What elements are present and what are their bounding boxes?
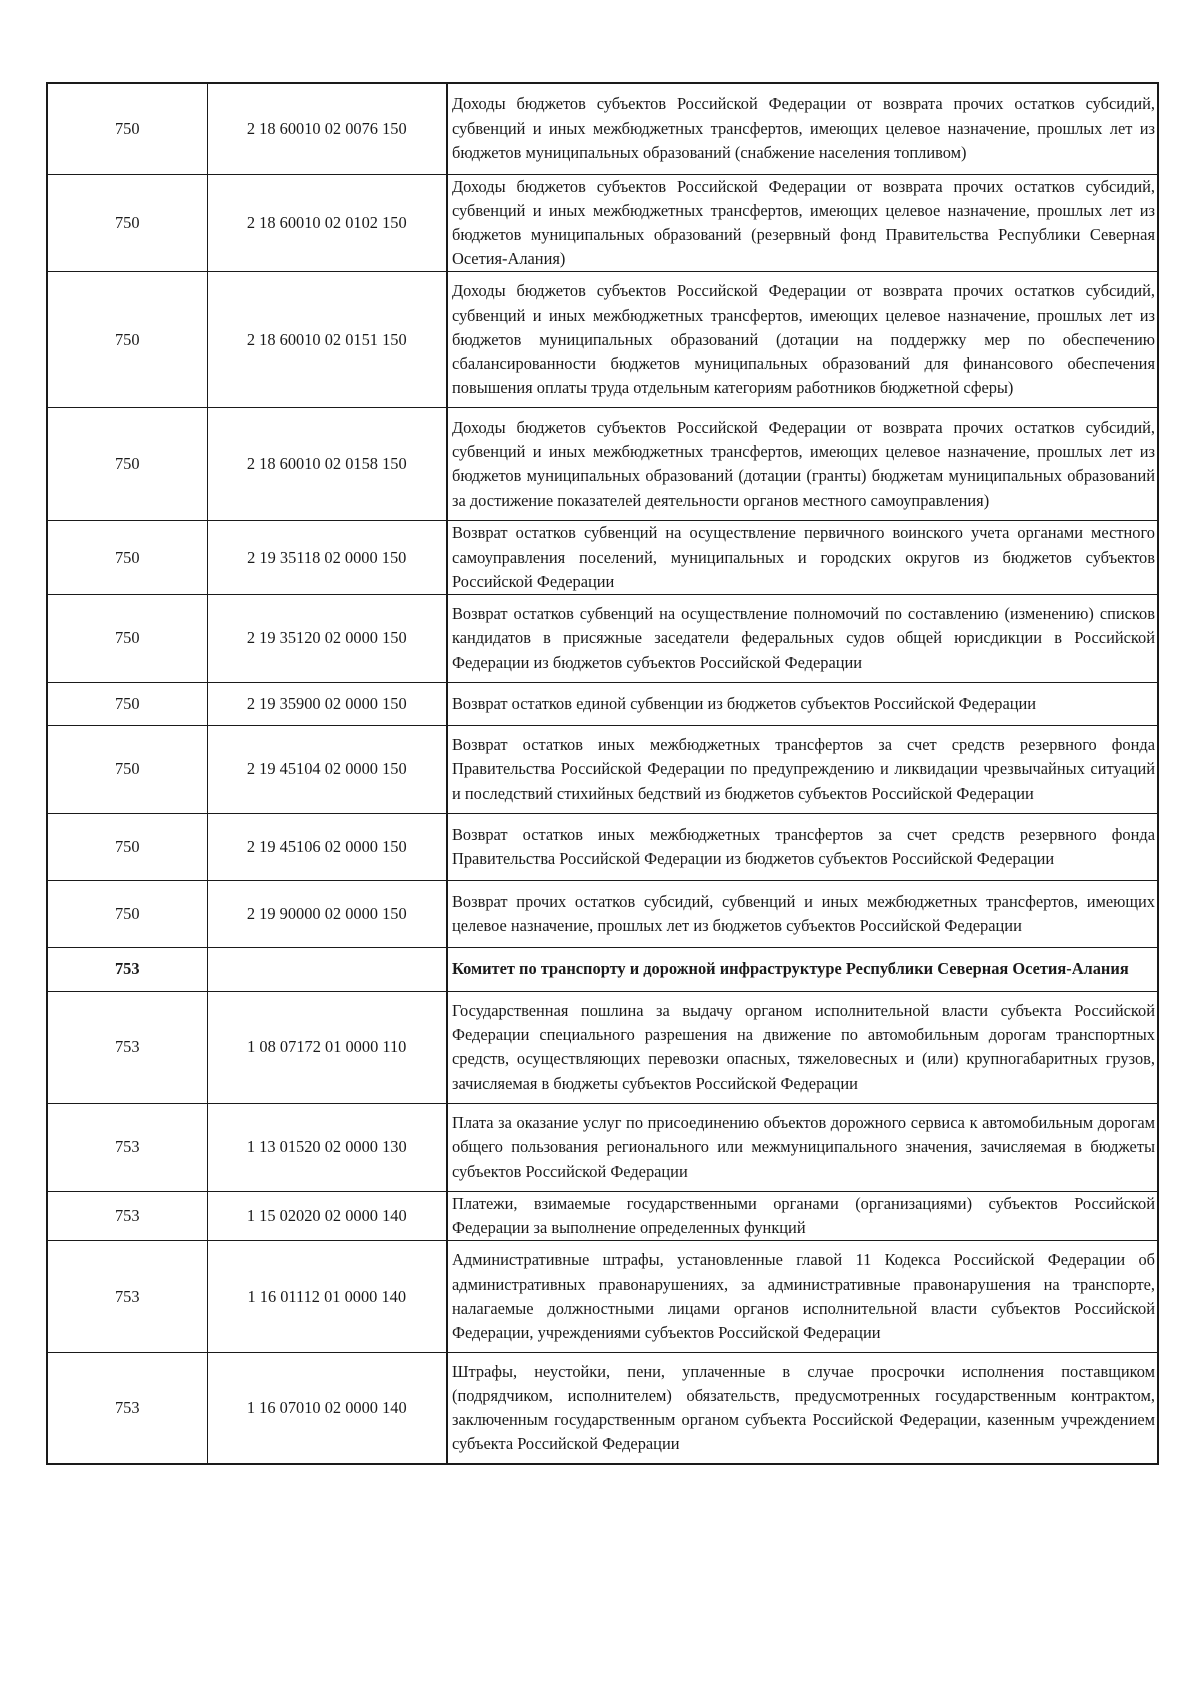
admin-code-cell: 753 bbox=[47, 947, 207, 991]
budget-code-cell: 2 19 90000 02 0000 150 bbox=[207, 880, 447, 947]
budget-code-cell: 1 16 07010 02 0000 140 bbox=[207, 1353, 447, 1464]
budget-code-cell: 2 18 60010 02 0151 150 bbox=[207, 272, 447, 408]
budget-code-cell: 1 15 02020 02 0000 140 bbox=[207, 1191, 447, 1240]
table-row bbox=[47, 174, 1158, 272]
admin-code-cell: 750 bbox=[47, 521, 207, 595]
budget-code-cell: 1 16 01112 01 0000 140 bbox=[207, 1241, 447, 1353]
description-cell: Возврат остатков субвенций на осуществление первичного воинского учета органами местного самоуправления поселений, муниципальных и городских округов из бюджетов субъектов Российской Федерации bbox=[447, 521, 1158, 595]
table-row bbox=[47, 725, 1158, 813]
admin-code-cell: 750 bbox=[47, 83, 207, 174]
description-cell: Возврат остатков субвенций на осуществление полномочий по составлению (изменению) списков кандидатов в присяжные заседатели федеральных судов общей юрисдикции в Российской Федерации из бюджетов субъектов Российской Федерации bbox=[447, 594, 1158, 682]
description-cell: Доходы бюджетов субъектов Российской Федерации от возврата прочих остатков субсидий, субвенций и иных межбюджетных трансфертов, имеющих целевое назначение, прошлых лет из бюджетов муниципальных образований (дотации на поддержку мер по обеспечению сбалансированности бюджетов муниципальных образований для финансового обеспечения повышения оплаты труда отдельным категориям работников бюджетной сферы) bbox=[447, 272, 1158, 408]
budget-code-cell: 1 08 07172 01 0000 110 bbox=[207, 991, 447, 1103]
admin-code-cell: 750 bbox=[47, 813, 207, 880]
admin-code-cell: 753 bbox=[47, 991, 207, 1103]
description-cell: Государственная пошлина за выдачу органом исполнительной власти субъекта Российской Федерации специального разрешения на движение по автомобильным дорогам транспортных средств, осуществляющих перевозки опасных, тяжеловесных и (или) крупногабаритных грузов, зачисляемая в бюджеты субъектов Российской Федерации bbox=[447, 991, 1158, 1103]
description-cell: Комитет по транспорту и дорожной инфраструктуре Республики Северная Осетия-Алания bbox=[447, 947, 1158, 991]
budget-code-cell: 2 19 35120 02 0000 150 bbox=[207, 594, 447, 682]
description-cell: Плата за оказание услуг по присоединению объектов дорожного сервиса к автомобильным дорогам общего пользования регионального или межмуниципального значения, зачисляемая в бюджеты субъектов Российской Федерации bbox=[447, 1103, 1158, 1191]
table-row bbox=[47, 594, 1158, 682]
table-section-row bbox=[47, 947, 1158, 991]
description-cell: Административные штрафы, установленные главой 11 Кодекса Российской Федерации об административных правонарушениях, за административные правонарушения на транспорте, налагаемые должностными лицами органов исполнительной власти субъектов Российской Федерации, учреждениями субъектов Российской Федерации bbox=[447, 1241, 1158, 1353]
budget-code-cell: 2 18 60010 02 0158 150 bbox=[207, 408, 447, 521]
table-row bbox=[47, 1103, 1158, 1191]
admin-code-cell: 753 bbox=[47, 1353, 207, 1464]
budget-code-cell bbox=[207, 947, 447, 991]
admin-code-cell: 750 bbox=[47, 408, 207, 521]
budget-code-cell: 2 19 45106 02 0000 150 bbox=[207, 813, 447, 880]
table-row bbox=[47, 813, 1158, 880]
table-row bbox=[47, 991, 1158, 1103]
budget-code-cell: 2 18 60010 02 0102 150 bbox=[207, 174, 447, 272]
description-cell: Возврат прочих остатков субсидий, субвенций и иных межбюджетных трансфертов, имеющих целевое назначение, прошлых лет из бюджетов субъектов Российской Федерации bbox=[447, 880, 1158, 947]
description-cell: Доходы бюджетов субъектов Российской Федерации от возврата прочих остатков субсидий, субвенций и иных межбюджетных трансфертов, имеющих целевое назначение, прошлых лет из бюджетов муниципальных образований (дотации (гранты) бюджетам муниципальных образований за достижение показателей деятельности органов местного самоуправления) bbox=[447, 408, 1158, 521]
admin-code-cell: 750 bbox=[47, 594, 207, 682]
budget-code-cell: 2 18 60010 02 0076 150 bbox=[207, 83, 447, 174]
budget-code-cell: 1 13 01520 02 0000 130 bbox=[207, 1103, 447, 1191]
table-row bbox=[47, 1191, 1158, 1240]
table-row bbox=[47, 521, 1158, 595]
description-cell: Доходы бюджетов субъектов Российской Федерации от возврата прочих остатков субсидий, субвенций и иных межбюджетных трансфертов, имеющих целевое назначение, прошлых лет из бюджетов муниципальных образований (резервный фонд Правительства Республики Северная Осетия-Алания) bbox=[447, 174, 1158, 272]
admin-code-cell: 753 bbox=[47, 1103, 207, 1191]
revenue-codes-table bbox=[46, 82, 1159, 1465]
budget-code-cell: 2 19 35118 02 0000 150 bbox=[207, 521, 447, 595]
admin-code-cell: 753 bbox=[47, 1241, 207, 1353]
description-cell: Возврат остатков единой субвенции из бюджетов субъектов Российской Федерации bbox=[447, 682, 1158, 725]
table-row bbox=[47, 408, 1158, 521]
table-body bbox=[47, 83, 1158, 1464]
table-row bbox=[47, 682, 1158, 725]
table-row bbox=[47, 1241, 1158, 1353]
description-cell: Доходы бюджетов субъектов Российской Федерации от возврата прочих остатков субсидий, субвенций и иных межбюджетных трансфертов, имеющих целевое назначение, прошлых лет из бюджетов муниципальных образований (снабжение населения топливом) bbox=[447, 83, 1158, 174]
admin-code-cell: 750 bbox=[47, 725, 207, 813]
admin-code-cell: 750 bbox=[47, 174, 207, 272]
admin-code-cell: 750 bbox=[47, 682, 207, 725]
table-row bbox=[47, 83, 1158, 174]
description-cell: Штрафы, неустойки, пени, уплаченные в случае просрочки исполнения поставщиком (подрядчиком, исполнителем) обязательств, предусмотренных государственным контрактом, заключенным государственным органом субъекта Российской Федерации, казенным учреждением субъекта Российской Федерации bbox=[447, 1353, 1158, 1464]
description-cell: Возврат остатков иных межбюджетных трансфертов за счет средств резервного фонда Правительства Российской Федерации по предупреждению и ликвидации чрезвычайных ситуаций и последствий стихийных бедствий из бюджетов субъектов Российской Федерации bbox=[447, 725, 1158, 813]
admin-code-cell: 750 bbox=[47, 272, 207, 408]
budget-code-cell: 2 19 35900 02 0000 150 bbox=[207, 682, 447, 725]
budget-code-cell: 2 19 45104 02 0000 150 bbox=[207, 725, 447, 813]
table-row bbox=[47, 880, 1158, 947]
table-row bbox=[47, 272, 1158, 408]
table-row bbox=[47, 1353, 1158, 1464]
description-cell: Платежи, взимаемые государственными органами (организациями) субъектов Российской Федерации за выполнение определенных функций bbox=[447, 1191, 1158, 1240]
admin-code-cell: 750 bbox=[47, 880, 207, 947]
description-cell: Возврат остатков иных межбюджетных трансфертов за счет средств резервного фонда Правительства Российской Федерации из бюджетов субъектов Российской Федерации bbox=[447, 813, 1158, 880]
admin-code-cell: 753 bbox=[47, 1191, 207, 1240]
